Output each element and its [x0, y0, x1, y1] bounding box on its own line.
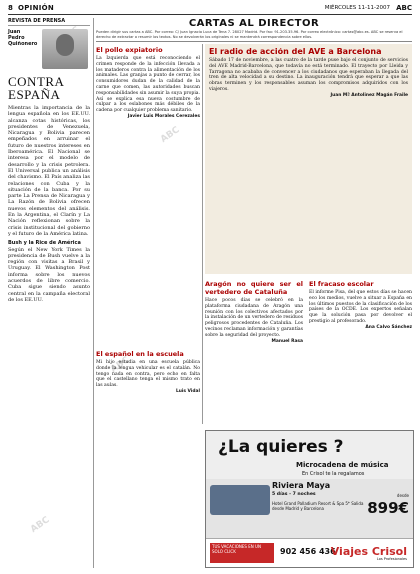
ad-hotel: Hotel Grand Palladium Resort & Spa 5* Salida desde Madrid y Barcelona — [272, 501, 364, 511]
column-title: CONTRA ESPAÑA — [8, 74, 64, 102]
ad-promo-box: TUS VACACIONES EN UN SOLO CLICK — [210, 543, 274, 563]
letter-body: Mi hijo estudia en una escuela pública donde la lengua vehicular es el catalán. No tengo nada en contra, pero echo en falta que el castellano tenga el mismo trato en las aulas. — [96, 360, 200, 389]
page-date: MIÉRCOLES 11-11-2007 — [324, 5, 390, 11]
letter-body: Hace pocos días se celebró en la plataforma ciudadana de Aragón una reunión con los colectivos afectados por la instalación de un vertedero de residuos peligrosos procedentes de Cataluña. Los vecinos reclaman información y garantías sobre la seguridad del proyecto. — [205, 298, 303, 338]
letter-signature: Javier Luis Morales Cerezales — [127, 113, 200, 119]
letter-title: El radio de acción del AVE a Barcelona — [209, 48, 382, 56]
section-title: CARTAS AL DIRECTOR — [188, 18, 320, 29]
ad-price: 899€ — [367, 499, 409, 517]
letter — [96, 350, 200, 565]
letter-signature: Luis Vidal — [175, 388, 200, 394]
page-number: 8 — [8, 4, 13, 12]
letter-body: Sábado 17 de noviembre, a las cuatro de la tarde puse bajo el conjunto de servicios del AVE Madrid-Barcelona, que todavía no está terminado. El trayecto por Lleida y Tarragona no acababa de convencer a los ciudadanos que esperaban la llegada del tren de alta velocidad a su destino. La inauguración tendrá que esperar a que las obras terminen y los responsables asuman los compromisos adquiridos con los viajeros. — [209, 58, 408, 92]
letter-title: El fracaso escolar — [309, 280, 374, 288]
watermark: ABC — [158, 125, 182, 145]
letter — [96, 46, 200, 346]
ad-tagline: En Crisol te la regalamos — [302, 471, 365, 477]
author-portrait — [42, 29, 88, 69]
letter — [205, 280, 303, 425]
letter-body: El informe Pisa, del que estos días se hacen eco los medios, vuelve a situar a España en los últimos puestos de la clasificación de los países de la OCDE. Los expertos señalan que la solución pasa por devolver el prestigio al profesorado. — [309, 290, 412, 324]
section-name: OPINIÓN — [18, 4, 55, 12]
page-header — [8, 4, 412, 15]
letter-signature: Manuel Rasa — [271, 338, 303, 344]
column-text-2: Según el New York Times la presidencia de Bush vuelve a la región con visitas a Brasil y Uruguay. El Washington Post informa sobre los nuevos acuerdos de libre comercio. Cuba sigue siendo asunto central en la campaña electoral de los EE.UU. — [8, 246, 90, 303]
letter — [309, 280, 412, 425]
press-review-column — [8, 18, 90, 568]
column-text: Mientras la importancia de la lengua española en los EE.UU. alcanza cotas históricas, los presidentes de Venezuela, Nicaragua y Bolivia parecen empeñados en arruinar el futuro de nuestros intereses en Iberoamérica. El Nacional se interesa por el modelo de desarrollo y la crisis petrolera. El Universal publica un análisis del chavismo. El País analiza las relaciones con Cuba y la situación de la banca. Por su parte La Prensa de Nicaragua y La Razón de Bolivia ofrecen nuevos elementos del análisis. En la Argentina, el Clarín y La Nación reflexionan sobre la crisis institucional del gobierno y el futuro de la América latina. — [8, 105, 90, 237]
ad-price-prefix: desde — [396, 493, 409, 498]
author-name: Juan Pedro Quiñonero — [8, 29, 38, 47]
letter-title: El pollo expiatorio — [96, 46, 163, 54]
column-kicker: REVISTA DE PRENSA — [8, 18, 90, 26]
ad-duration: 5 días - 7 noches — [272, 492, 316, 497]
ad-phone[interactable]: 902 456 436 — [280, 547, 336, 556]
letter-title: El español en la escuela — [96, 350, 184, 358]
agency-tagline: Los Profesionales — [376, 557, 407, 561]
letter-body: La Izquierda que está reconociendo el crimen responde de la infección llevada a los mataderos contra la alimentación de los animales. Las granjas a punto de cerrar, los consumidores dudan de la calidad de la carne que comen, las autoridades buscan responsabilidades sin asumir la suya propia. Así se explica esa nueva costumbre de culpar a los eslabones más débiles de la cadena por cualquier problema sanitario. — [96, 56, 200, 114]
contact-info: Pueden dirigir sus cartas a ABC. Por correo: C/ Juan Ignacio Luca de Tena 7. 28027 Madrid. Por fax: 91.203.35.96. Por correo electrónico: cartas@abc.es. ABC se reserva el derecho de extractar o resumir los textos. No se devolverán los originales ni se mantendrá correspondencia sobre ellos. — [96, 30, 412, 42]
cruise-ship-image — [210, 485, 270, 515]
advertisement[interactable] — [205, 430, 414, 568]
letter-signature: Ana Calvo Sánchez — [365, 324, 412, 330]
watermark: ABC — [28, 515, 52, 535]
letter — [209, 48, 408, 268]
ad-headline: ¿La quieres ? — [218, 437, 344, 457]
ad-subtitle: Microcadena de música — [296, 461, 389, 469]
letter-signature: Juan Mª Antolinez Magán Fraile — [330, 92, 408, 98]
agency-logo: Viajes Crisol — [330, 545, 407, 558]
ad-destination: Riviera Maya — [272, 481, 331, 490]
watermark: ABC — [108, 355, 132, 375]
brand-logo: ABC — [396, 4, 412, 12]
column-subhead: Bush y la Rice de América — [8, 240, 81, 247]
column-body — [8, 105, 90, 303]
letter-title: Aragón no quiere ser el vertedero de Cataluña — [205, 280, 303, 296]
